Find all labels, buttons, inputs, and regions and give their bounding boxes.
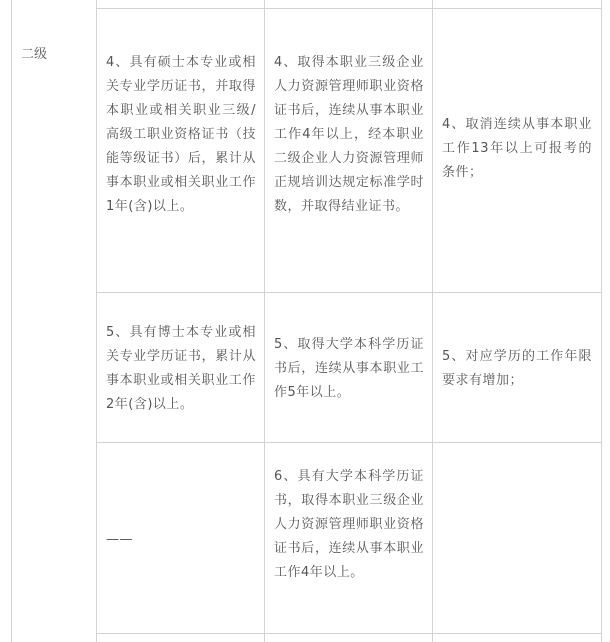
row1-col1-cell: 4、具有硕士本专业或相关专业学历证书，并取得本职业或相关职业三级/高级工职业资格证书（技能等级证书）后，累计从事本职业或相关职业工作1年(含)以上。	[106, 55, 256, 214]
table-border-left	[11, 0, 12, 642]
level-label: 二级	[21, 47, 48, 62]
column-divider-3	[432, 0, 433, 642]
row1-col3-cell: 4、取消连续从事本职业工作13年以上可报考的条件；	[442, 117, 592, 180]
row-divider-top	[96, 8, 602, 9]
row-divider-1	[96, 292, 602, 293]
column-divider-2	[264, 0, 265, 642]
row2-col3-cell: 5、对应学历的工作年限要求有增加；	[442, 349, 592, 388]
row3-col1-cell: ——	[106, 532, 133, 547]
row1-col2-cell: 4、取得本职业三级企业人力资源管理师职业资格证书后，连续从事本职业工作4年以上，经本职业二级企业人力资源管理师正规培训达规定标准学时数，并取得结业证书。	[274, 55, 424, 214]
row3-col2-cell: 6、具有大学本科学历证书，取得本职业三级企业人力资源管理师职业资格证书后，连续从事本职业工作4年以上。	[274, 469, 424, 580]
table-border-right	[601, 0, 602, 642]
column-divider-1	[96, 0, 97, 642]
row-divider-3	[96, 633, 602, 634]
row-divider-2	[96, 442, 602, 443]
row2-col2-cell: 5、取得大学本科学历证书后，连续从事本职业工作5年以上。	[274, 337, 424, 400]
row2-col1-cell: 5、具有博士本专业或相关专业学历证书，累计从事本职业或相关职业工作2年(含)以上。	[106, 325, 256, 412]
